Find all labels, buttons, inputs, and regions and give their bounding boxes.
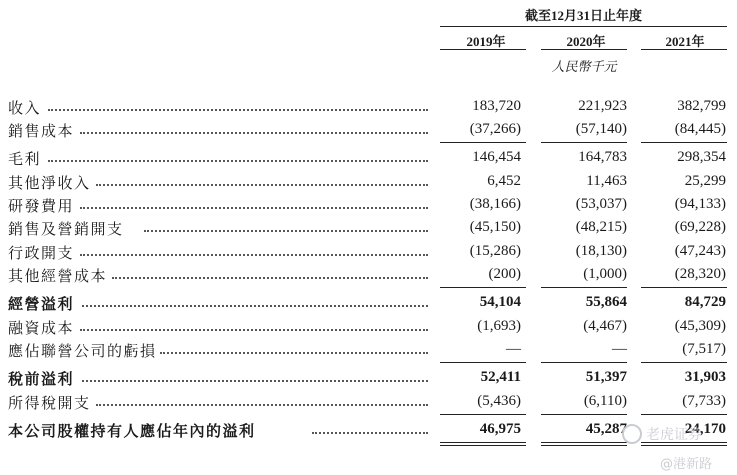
- table-row-other-net-income: [0, 170, 737, 194]
- value-2020: 45,287: [585, 421, 627, 437]
- year-rule-2020: [541, 49, 627, 50]
- value-2020: (6,110): [583, 393, 627, 409]
- value-2019: (15,286): [469, 243, 521, 259]
- leader-dots: [82, 305, 428, 307]
- value-2021: (7,517): [682, 341, 726, 357]
- period-header: 截至12月31日止年度: [524, 8, 642, 23]
- value-2021: (7,733): [682, 393, 726, 409]
- value-2020: 55,864: [585, 294, 627, 310]
- leader-dots: [80, 329, 428, 331]
- table-row-share-of-associate-losses: [0, 338, 737, 362]
- row-label: 其他淨收入: [8, 176, 91, 192]
- table-row-gross-profit: [0, 146, 737, 170]
- year-rule-2021: [641, 49, 727, 50]
- row-label: 所得稅開支: [8, 396, 91, 412]
- unit-label: 人民幣千元: [551, 59, 617, 74]
- row-label: 行政開支: [8, 246, 75, 262]
- value-2019: (37,266): [469, 121, 521, 137]
- value-2019: 46,975: [479, 421, 521, 437]
- subtotal-rule-2019: [440, 414, 526, 415]
- table-row-rnd-expenses: [0, 193, 737, 217]
- value-2021: 382,799: [677, 98, 726, 114]
- leader-dots: [80, 132, 428, 134]
- table-row-cost-of-sales: [0, 118, 737, 142]
- value-2021: 24,170: [684, 421, 726, 437]
- value-2020: 11,463: [586, 173, 627, 189]
- value-2021: (47,243): [674, 243, 726, 259]
- table-row-admin-expenses: [0, 240, 737, 264]
- row-label: 毛利: [8, 152, 42, 168]
- row-label: 融資成本: [8, 321, 75, 337]
- value-2019: 52,411: [480, 369, 521, 385]
- value-2021: (28,320): [674, 266, 726, 282]
- row-label: 經營溢利: [8, 297, 75, 313]
- subtotal-rule-2019: [440, 142, 526, 143]
- subtotal-rule-2020: [541, 414, 627, 415]
- leader-dots: [48, 109, 428, 111]
- table-row-other-operating-costs: [0, 263, 737, 287]
- value-2021: 31,903: [684, 369, 726, 385]
- leader-dots: [144, 230, 428, 232]
- watermark-logo-icon: [622, 424, 642, 444]
- leader-dots: [82, 380, 428, 382]
- value-2020: (1,000): [583, 266, 627, 282]
- year-header-2019: 2019年: [466, 34, 506, 49]
- value-2019: (45,150): [469, 219, 521, 235]
- subtotal-rule-2019: [440, 287, 526, 288]
- value-2021: (69,228): [674, 219, 726, 235]
- year-rule-2019: [440, 49, 526, 50]
- value-2020: 51,397: [585, 369, 627, 385]
- value-2020: (4,467): [583, 318, 627, 334]
- value-2019: (38,166): [469, 196, 521, 212]
- subtotal-rule-2021: [641, 142, 727, 143]
- year-header-2020: 2020年: [566, 34, 606, 49]
- value-2019: 183,720: [472, 98, 521, 114]
- value-2021: (94,133): [674, 196, 726, 212]
- value-2019: (200): [488, 266, 521, 282]
- subtotal-rule-2019: [440, 362, 526, 363]
- leader-dots: [96, 184, 428, 186]
- value-2019: 54,104: [479, 294, 521, 310]
- row-label: 稅前溢利: [8, 372, 75, 388]
- table-row-finance-costs: [0, 315, 737, 339]
- watermark-handle: @港新路: [660, 457, 713, 472]
- value-2020: —: [612, 341, 627, 357]
- value-2020: (18,130): [575, 243, 627, 259]
- leader-dots: [112, 277, 428, 279]
- value-2019: (5,436): [477, 393, 521, 409]
- row-label: 其他經營成本: [8, 269, 108, 285]
- row-label: 收入: [8, 101, 42, 117]
- value-2021: 25,299: [684, 173, 726, 189]
- table-row-income-tax: [0, 390, 737, 414]
- value-2020: (48,215): [575, 219, 627, 235]
- row-label: 研發費用: [8, 199, 75, 215]
- row-label: 銷售成本: [8, 124, 75, 140]
- subtotal-rule-2020: [541, 287, 627, 288]
- subtotal-rule-2020: [541, 362, 627, 363]
- value-2019: —: [506, 341, 521, 357]
- leader-dots: [96, 404, 428, 406]
- leader-dots: [80, 254, 428, 256]
- table-row-selling-marketing: [0, 216, 737, 240]
- subtotal-rule-2021: [641, 287, 727, 288]
- leader-dots: [160, 352, 428, 354]
- total-double-rule-2020: [541, 442, 627, 446]
- header-rule: [440, 26, 727, 27]
- leader-dots: [80, 207, 428, 209]
- subtotal-rule-2021: [641, 362, 727, 363]
- year-header-2021: 2021年: [665, 34, 705, 49]
- value-2021: 298,354: [677, 149, 726, 165]
- row-label: 應佔聯營公司的虧損: [8, 344, 157, 360]
- value-2020: (53,037): [575, 196, 627, 212]
- subtotal-rule-2020: [541, 142, 627, 143]
- value-2021: (45,309): [674, 318, 726, 334]
- value-2020: (57,140): [575, 121, 627, 137]
- total-double-rule-2019: [440, 442, 526, 446]
- value-2019: 146,454: [472, 149, 521, 165]
- leader-dots: [48, 160, 428, 162]
- value-2020: 164,783: [578, 149, 627, 165]
- subtotal-rule-2021: [641, 414, 727, 415]
- table-row-operating-profit: [0, 291, 737, 315]
- value-2020: 221,923: [578, 98, 627, 114]
- value-2021: 84,729: [684, 294, 726, 310]
- row-label: 本公司股權持有人應佔年內的溢利: [8, 424, 256, 440]
- row-label: 銷售及營銷開支: [8, 222, 124, 238]
- table-row-revenue: [0, 95, 737, 119]
- value-2021: (84,445): [674, 121, 726, 137]
- table-row-profit-before-tax: [0, 366, 737, 390]
- leader-dots: [312, 432, 428, 434]
- value-2019: (1,693): [477, 318, 521, 334]
- value-2019: 6,452: [487, 173, 521, 189]
- watermark-brand: 老虎证券: [646, 427, 702, 443]
